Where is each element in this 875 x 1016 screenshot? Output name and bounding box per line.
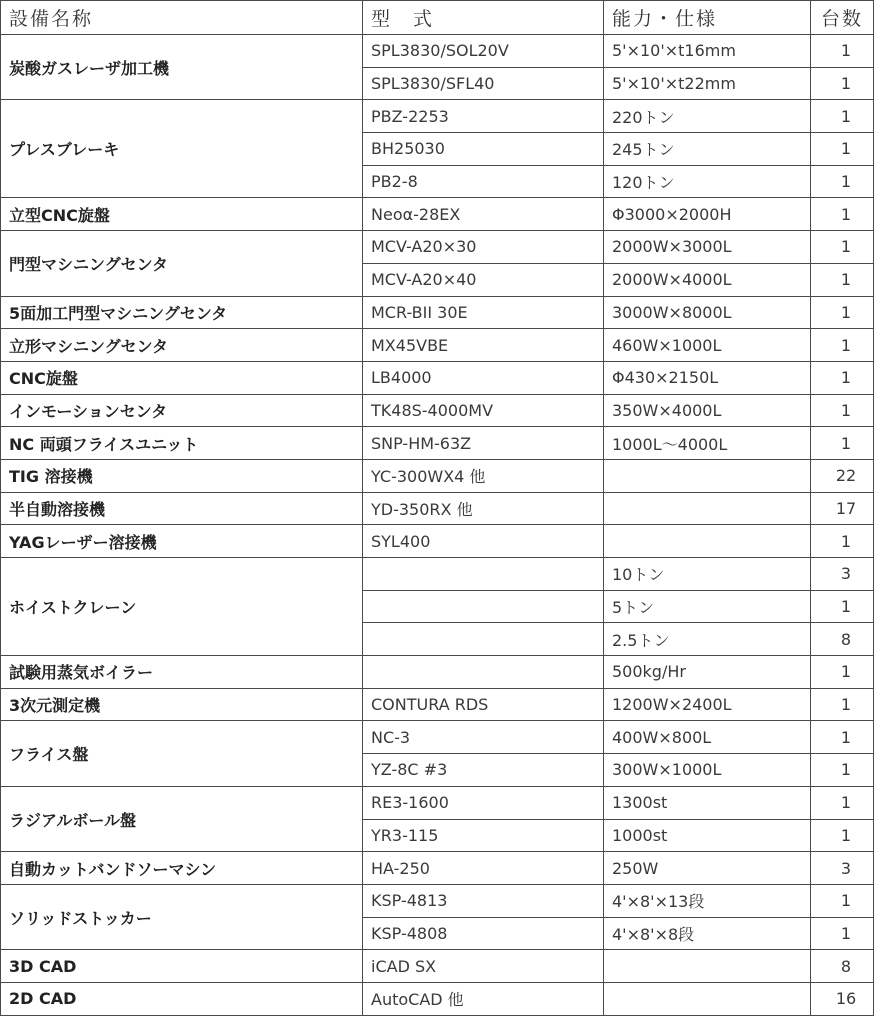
spec-cell xyxy=(604,950,811,983)
quantity-cell: 1 xyxy=(811,884,874,917)
equipment-name-cell: YAGレーザー溶接機 xyxy=(1,525,363,558)
equipment-name-cell: 炭酸ガスレーザ加工機 xyxy=(1,35,363,100)
equipment-name-cell: 2D CAD xyxy=(1,982,363,1015)
spec-cell: Φ3000×2000H xyxy=(604,198,811,231)
spec-cell: 3000W×8000L xyxy=(604,296,811,329)
header-quantity: 台数 xyxy=(811,1,874,35)
table-row xyxy=(1,35,874,68)
spec-cell: 1000st xyxy=(604,819,811,852)
spec-cell: 4'×8'×8段 xyxy=(604,917,811,950)
quantity-cell: 1 xyxy=(811,67,874,100)
spec-cell: 245トン xyxy=(604,133,811,166)
spec-cell: 2000W×4000L xyxy=(604,263,811,296)
header-model: 型 式 xyxy=(363,1,604,35)
spec-cell xyxy=(604,525,811,558)
table-row xyxy=(1,198,874,231)
quantity-cell: 1 xyxy=(811,35,874,68)
header-equipment-name: 設備名称 xyxy=(1,1,363,35)
table-row xyxy=(1,427,874,460)
spec-cell: 2000W×3000L xyxy=(604,231,811,264)
model-cell: NC-3 xyxy=(363,721,604,754)
table-row xyxy=(1,361,874,394)
table-row xyxy=(1,982,874,1015)
model-cell: YR3-115 xyxy=(363,819,604,852)
table-row xyxy=(1,525,874,558)
spec-cell: 5'×10'×t22mm xyxy=(604,67,811,100)
model-cell xyxy=(363,558,604,591)
quantity-cell: 1 xyxy=(811,296,874,329)
spec-cell: 120トン xyxy=(604,165,811,198)
quantity-cell: 1 xyxy=(811,917,874,950)
equipment-name-cell: ソリッドストッカー xyxy=(1,884,363,949)
model-cell: LB4000 xyxy=(363,361,604,394)
spec-cell: 1200W×2400L xyxy=(604,688,811,721)
model-cell: SPL3830/SOL20V xyxy=(363,35,604,68)
model-cell: YD-350RX 他 xyxy=(363,492,604,525)
table-row xyxy=(1,558,874,591)
quantity-cell: 1 xyxy=(811,133,874,166)
equipment-name-cell: NC 両頭フライスユニット xyxy=(1,427,363,460)
table-row xyxy=(1,950,874,983)
header-row xyxy=(1,1,874,35)
table-row xyxy=(1,296,874,329)
quantity-cell: 22 xyxy=(811,459,874,492)
table-row xyxy=(1,721,874,754)
model-cell: Neoα-28EX xyxy=(363,198,604,231)
quantity-cell: 1 xyxy=(811,721,874,754)
equipment-name-cell: ラジアルボール盤 xyxy=(1,786,363,851)
table-row xyxy=(1,492,874,525)
spec-cell: 300W×1000L xyxy=(604,754,811,787)
equipment-name-cell: フライス盤 xyxy=(1,721,363,786)
model-cell: SNP-HM-63Z xyxy=(363,427,604,460)
spec-cell xyxy=(604,492,811,525)
equipment-name-cell: ホイストクレーン xyxy=(1,558,363,656)
model-cell xyxy=(363,590,604,623)
spec-cell: Φ430×2150L xyxy=(604,361,811,394)
spec-cell xyxy=(604,459,811,492)
quantity-cell: 3 xyxy=(811,852,874,885)
equipment-name-cell: 5面加工門型マシニングセンタ xyxy=(1,296,363,329)
quantity-cell: 3 xyxy=(811,558,874,591)
quantity-cell: 1 xyxy=(811,590,874,623)
spec-cell: 5'×10'×t16mm xyxy=(604,35,811,68)
model-cell: BH25030 xyxy=(363,133,604,166)
quantity-cell: 1 xyxy=(811,165,874,198)
quantity-cell: 1 xyxy=(811,427,874,460)
model-cell: MCR-BII 30E xyxy=(363,296,604,329)
model-cell: KSP-4813 xyxy=(363,884,604,917)
spec-cell: 5トン xyxy=(604,590,811,623)
quantity-cell: 1 xyxy=(811,231,874,264)
table-row xyxy=(1,100,874,133)
equipment-name-cell: 試験用蒸気ボイラー xyxy=(1,656,363,689)
quantity-cell: 16 xyxy=(811,982,874,1015)
model-cell xyxy=(363,623,604,656)
table-row xyxy=(1,656,874,689)
table-row xyxy=(1,329,874,362)
model-cell: YC-300WX4 他 xyxy=(363,459,604,492)
table-row xyxy=(1,688,874,721)
spec-cell: 460W×1000L xyxy=(604,329,811,362)
model-cell: HA-250 xyxy=(363,852,604,885)
table-row xyxy=(1,884,874,917)
equipment-name-cell: 立形マシニングセンタ xyxy=(1,329,363,362)
model-cell: MX45VBE xyxy=(363,329,604,362)
model-cell: KSP-4808 xyxy=(363,917,604,950)
quantity-cell: 8 xyxy=(811,623,874,656)
header-spec: 能力・仕様 xyxy=(604,1,811,35)
equipment-name-cell: 3次元測定機 xyxy=(1,688,363,721)
model-cell: MCV-A20×40 xyxy=(363,263,604,296)
spec-cell: 250W xyxy=(604,852,811,885)
equipment-name-cell: CNC旋盤 xyxy=(1,361,363,394)
spec-cell: 220トン xyxy=(604,100,811,133)
model-cell: YZ-8C #3 xyxy=(363,754,604,787)
quantity-cell: 1 xyxy=(811,688,874,721)
model-cell: iCAD SX xyxy=(363,950,604,983)
spec-cell: 1300st xyxy=(604,786,811,819)
model-cell: PBZ-2253 xyxy=(363,100,604,133)
spec-cell: 350W×4000L xyxy=(604,394,811,427)
table-row xyxy=(1,786,874,819)
quantity-cell: 1 xyxy=(811,525,874,558)
equipment-name-cell: インモーションセンタ xyxy=(1,394,363,427)
quantity-cell: 1 xyxy=(811,361,874,394)
model-cell: SPL3830/SFL40 xyxy=(363,67,604,100)
model-cell: TK48S-4000MV xyxy=(363,394,604,427)
table-row xyxy=(1,459,874,492)
model-cell: RE3-1600 xyxy=(363,786,604,819)
spec-cell: 500kg/Hr xyxy=(604,656,811,689)
model-cell: MCV-A20×30 xyxy=(363,231,604,264)
spec-cell: 2.5トン xyxy=(604,623,811,656)
spec-cell: 10トン xyxy=(604,558,811,591)
model-cell: SYL400 xyxy=(363,525,604,558)
quantity-cell: 1 xyxy=(811,263,874,296)
quantity-cell: 1 xyxy=(811,819,874,852)
quantity-cell: 17 xyxy=(811,492,874,525)
model-cell xyxy=(363,656,604,689)
quantity-cell: 1 xyxy=(811,329,874,362)
model-cell: PB2-8 xyxy=(363,165,604,198)
quantity-cell: 1 xyxy=(811,394,874,427)
quantity-cell: 8 xyxy=(811,950,874,983)
spec-cell: 400W×800L xyxy=(604,721,811,754)
model-cell: CONTURA RDS xyxy=(363,688,604,721)
equipment-name-cell: 3D CAD xyxy=(1,950,363,983)
equipment-name-cell: 自動カットバンドソーマシン xyxy=(1,852,363,885)
equipment-name-cell: 半自動溶接機 xyxy=(1,492,363,525)
equipment-name-cell: プレスブレーキ xyxy=(1,100,363,198)
quantity-cell: 1 xyxy=(811,754,874,787)
table-row xyxy=(1,394,874,427)
equipment-name-cell: 門型マシニングセンタ xyxy=(1,231,363,296)
spec-cell: 4'×8'×13段 xyxy=(604,884,811,917)
table-row xyxy=(1,852,874,885)
model-cell: AutoCAD 他 xyxy=(363,982,604,1015)
spec-cell: 1000L～4000L xyxy=(604,427,811,460)
equipment-name-cell: TIG 溶接機 xyxy=(1,459,363,492)
spec-cell xyxy=(604,982,811,1015)
quantity-cell: 1 xyxy=(811,198,874,231)
quantity-cell: 1 xyxy=(811,786,874,819)
quantity-cell: 1 xyxy=(811,100,874,133)
equipment-name-cell: 立型CNC旋盤 xyxy=(1,198,363,231)
equipment-table-body xyxy=(1,35,874,1016)
quantity-cell: 1 xyxy=(811,656,874,689)
table-row xyxy=(1,231,874,264)
